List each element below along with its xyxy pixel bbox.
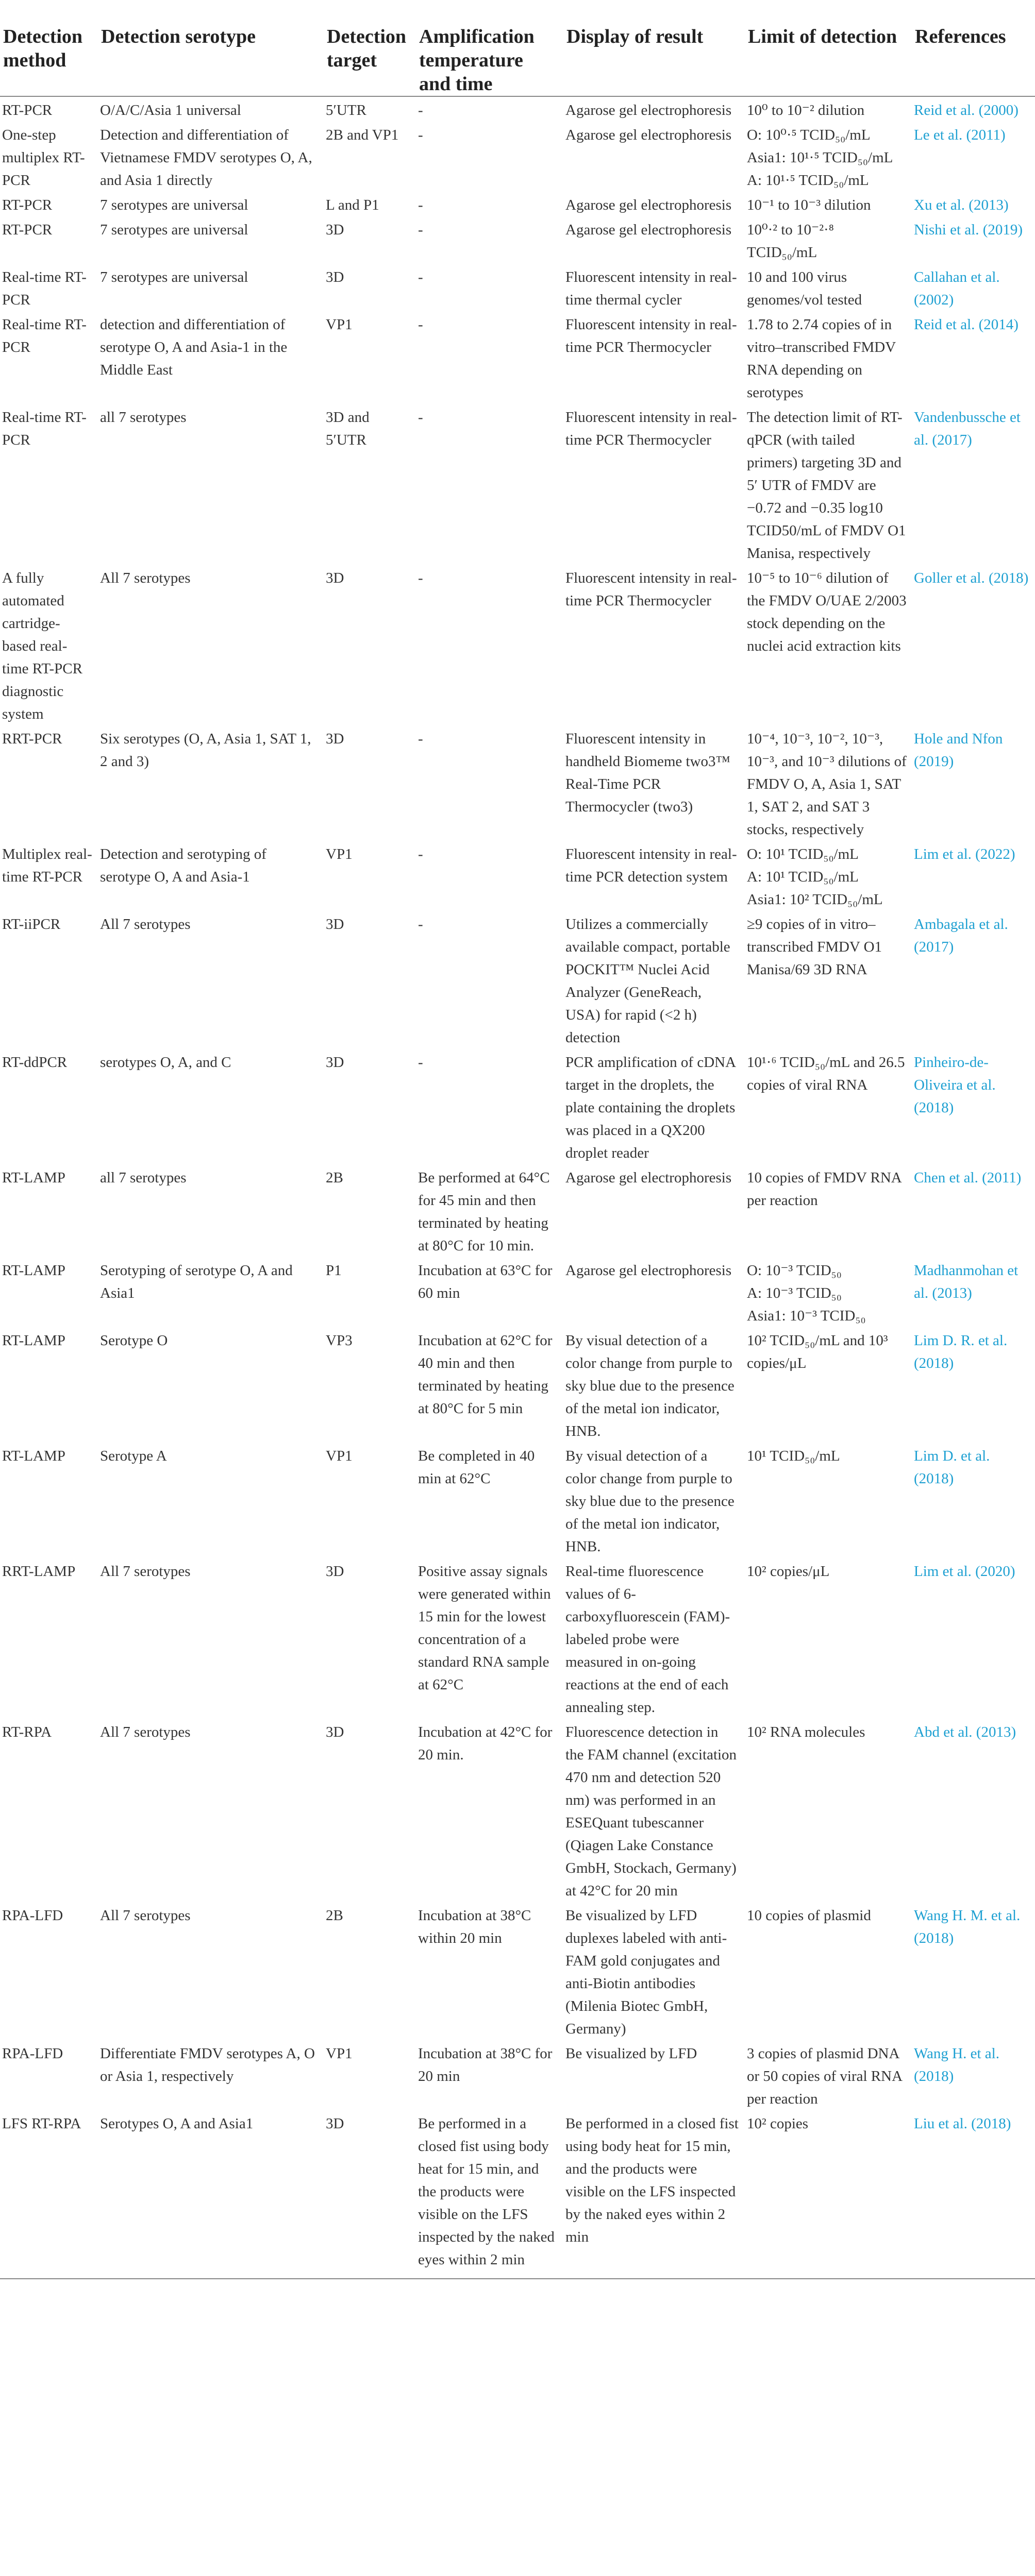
cell-limit-of-detection: 10 and 100 virus genomes/vol tested bbox=[747, 269, 862, 308]
cell-limit-of-detection: O: 10⁰·⁵ TCID₅₀/mL Asia1: 10¹·⁵ TCID₅₀/mL A: 10¹·⁵ TCID₅₀/mL bbox=[747, 127, 893, 189]
cell-reference-link[interactable]: Reid et al. (2014) bbox=[914, 316, 1019, 333]
cell-display-of-result: Fluorescence detection in the FAM channel (excitation 470 nm and detection 520 nm) was performed in an ESEQuant tubescanner (Qiagen Lake Constance GmbH, Stockach, Germany) at 42°C for 20 min bbox=[565, 1724, 737, 1899]
header-limit-of-detection: Limit of detection bbox=[745, 0, 912, 96]
cell-limit-of-detection: O: 10¹ TCID₅₀/mL A: 10¹ TCID₅₀/mL Asia1: 10² TCID₅₀/mL bbox=[747, 846, 883, 908]
cell-detection-target: VP1 bbox=[326, 316, 353, 333]
cell-detection-method: RT-RPA bbox=[2, 1724, 52, 1740]
cell-display-of-result: Fluorescent intensity in real-time thermal cycler bbox=[565, 269, 737, 308]
cell-reference-link[interactable]: Reid et al. (2000) bbox=[914, 102, 1019, 118]
cell-amplification: Be performed in a closed fist using body heat for 15 min, and the products were visible on the LFS inspected by the naked eyes within 2 min bbox=[416, 2110, 563, 2279]
cell-detection-method: RT-LAMP bbox=[2, 1262, 65, 1279]
cell-detection-target: 3D bbox=[326, 269, 344, 285]
cell-detection-method: RT-ddPCR bbox=[2, 1054, 68, 1071]
cell-limit-of-detection: O: 10⁻³ TCID₅₀ A: 10⁻³ TCID₅₀ Asia1: 10⁻³ TCID₅₀ bbox=[747, 1262, 866, 1324]
cell-reference-link[interactable]: Callahan et al. (2002) bbox=[914, 269, 1000, 308]
cell-detection-method: RT-PCR bbox=[2, 197, 53, 213]
cell-detection-target: VP3 bbox=[326, 1332, 353, 1349]
cell-detection-method: RT-PCR bbox=[2, 102, 53, 118]
cell-detection-serotype: Differentiate FMDV serotypes A, O or Asia 1, respectively bbox=[100, 2045, 315, 2084]
cell-detection-method: RT-PCR bbox=[2, 222, 53, 238]
cell-detection-method: Real-time RT-PCR bbox=[2, 409, 87, 448]
table-row bbox=[0, 1164, 1035, 1257]
cell-limit-of-detection: 10² copies bbox=[745, 2110, 912, 2279]
cell-detection-serotype: all 7 serotypes bbox=[100, 409, 187, 426]
cell-amplification: - bbox=[418, 916, 423, 933]
cell-display-of-result: Agarose gel electrophoresis bbox=[565, 102, 732, 118]
cell-limit-of-detection: 3 copies of plasmid DNA or 50 copies of viral RNA per reaction bbox=[747, 2045, 902, 2107]
cell-amplification: - bbox=[418, 269, 423, 285]
table-row bbox=[0, 122, 1035, 192]
cell-detection-target: 3D bbox=[326, 222, 344, 238]
cell-detection-target: 2B bbox=[326, 1907, 343, 1924]
table-row bbox=[0, 1902, 1035, 2040]
cell-detection-serotype: All 7 serotypes bbox=[100, 570, 191, 586]
cell-reference-link[interactable]: Xu et al. (2013) bbox=[914, 197, 1009, 213]
cell-limit-of-detection: 10⁻⁴, 10⁻³, 10⁻², 10⁻³, 10⁻³, and 10⁻³ dilutions of FMDV O, A, Asia 1, SAT 1, SAT 2, and SAT 3 stocks, respectively bbox=[747, 731, 907, 838]
cell-display-of-result: Be performed in a closed fist using body heat for 15 min, and the products were visible on the LFS inspected by the naked eyes within 2 min bbox=[563, 2110, 745, 2279]
cell-detection-method: RPA-LFD bbox=[2, 2045, 63, 2062]
cell-amplification: - bbox=[418, 127, 423, 143]
cell-detection-serotype: detection and differentiation of serotype O, A and Asia-1 in the Middle East bbox=[100, 316, 288, 378]
cell-detection-target: 3D bbox=[326, 1563, 344, 1580]
cell-limit-of-detection: 10² RNA molecules bbox=[747, 1724, 865, 1740]
cell-detection-method: RRT-PCR bbox=[2, 731, 62, 747]
cell-display-of-result: Agarose gel electrophoresis bbox=[565, 127, 732, 143]
cell-display-of-result: Real-time fluorescence values of 6-carboxyfluorescein (FAM)-labeled probe were measured in on-going reactions at the end of each annealing step. bbox=[565, 1563, 730, 1716]
cell-detection-method: Real-time RT-PCR bbox=[2, 269, 87, 308]
cell-display-of-result: By visual detection of a color change from purple to sky blue due to the presence of the metal ion indicator, HNB. bbox=[565, 1332, 734, 1439]
cell-limit-of-detection: The detection limit of RT-qPCR (with tailed primers) targeting 3D and 5′ UTR of FMDV are −0.72 and −0.35 log10 TCID50/mL of FMDV O1 Manisa, respectively bbox=[747, 409, 906, 562]
cell-detection-target: 3D bbox=[326, 1724, 344, 1740]
cell-reference-link[interactable]: Vandenbussche et al. (2017) bbox=[914, 409, 1021, 448]
table-row bbox=[0, 1049, 1035, 1164]
cell-amplification: - bbox=[418, 409, 423, 426]
cell-amplification: Be performed at 64°C for 45 min and then terminated by heating at 80°C for 10 min. bbox=[418, 1170, 550, 1254]
cell-amplification: - bbox=[418, 102, 423, 118]
header-detection-serotype: Detection serotype bbox=[98, 0, 324, 96]
cell-reference-link[interactable]: Nishi et al. (2019) bbox=[914, 222, 1023, 238]
cell-limit-of-detection: 10 copies of FMDV RNA per reaction bbox=[747, 1170, 902, 1209]
cell-detection-serotype: 7 serotypes are universal bbox=[100, 197, 248, 213]
cell-detection-method: LFS RT-RPA bbox=[0, 2110, 98, 2279]
cell-detection-serotype: Serotype O bbox=[100, 1332, 168, 1349]
cell-detection-serotype: Six serotypes (O, A, Asia 1, SAT 1, 2 and 3) bbox=[100, 731, 311, 770]
table-row bbox=[0, 1443, 1035, 1558]
cell-detection-target: 3D and 5′UTR bbox=[326, 409, 370, 448]
cell-detection-serotype: Serotyping of serotype O, A and Asia1 bbox=[100, 1262, 293, 1301]
cell-display-of-result: Agarose gel electrophoresis bbox=[565, 197, 732, 213]
cell-reference-link[interactable]: Lim D. R. et al. (2018) bbox=[914, 1332, 1008, 1371]
cell-detection-serotype: 7 serotypes are universal bbox=[100, 269, 248, 285]
table-row bbox=[0, 96, 1035, 122]
cell-amplification: Incubation at 62°C for 40 min and then terminated by heating at 80°C for 5 min bbox=[418, 1332, 553, 1417]
cell-reference-link[interactable]: Abd et al. (2013) bbox=[914, 1724, 1016, 1740]
cell-detection-target: P1 bbox=[326, 1262, 342, 1279]
cell-detection-target: VP1 bbox=[326, 846, 353, 862]
cell-display-of-result: Be visualized by LFD bbox=[565, 2045, 697, 2062]
cell-reference-link[interactable]: Chen et al. (2011) bbox=[914, 1170, 1022, 1186]
cell-reference-link[interactable]: Ambagala et al. (2017) bbox=[914, 916, 1008, 955]
cell-detection-serotype: 7 serotypes are universal bbox=[100, 222, 248, 238]
table-row bbox=[0, 264, 1035, 311]
table-row bbox=[0, 565, 1035, 725]
cell-reference-link[interactable]: Lim et al. (2022) bbox=[914, 846, 1015, 862]
cell-detection-serotype: Detection and differentiation of Vietnamese FMDV serotypes O, A, and Asia 1 directly bbox=[100, 127, 312, 189]
cell-detection-method: RRT-LAMP bbox=[2, 1563, 76, 1580]
cell-amplification: Incubation at 42°C for 20 min. bbox=[418, 1724, 553, 1763]
cell-detection-serotype: Serotypes O, A and Asia1 bbox=[98, 2110, 324, 2279]
cell-detection-method: RT-LAMP bbox=[2, 1170, 65, 1186]
cell-display-of-result: Fluorescent intensity in real-time PCR Thermocycler bbox=[565, 570, 737, 609]
cell-detection-target: L and P1 bbox=[326, 197, 379, 213]
cell-amplification: Positive assay signals were generated within 15 min for the lowest concentration of a standard RNA sample at 62°C bbox=[418, 1563, 551, 1693]
cell-detection-method: RPA-LFD bbox=[2, 1907, 63, 1924]
table-row bbox=[0, 2110, 1035, 2279]
cell-limit-of-detection: ≥9 copies of in vitro–transcribed FMDV O1 Manisa/69 3D RNA bbox=[747, 916, 882, 978]
cell-reference-link[interactable]: Madhanmohan et al. (2013) bbox=[914, 1262, 1019, 1301]
table-row bbox=[0, 1327, 1035, 1443]
cell-display-of-result: By visual detection of a color change from purple to sky blue due to the presence of the metal ion indicator, HNB. bbox=[565, 1448, 734, 1555]
cell-detection-serotype: O/A/C/Asia 1 universal bbox=[100, 102, 241, 118]
cell-detection-target: VP1 bbox=[326, 1448, 353, 1464]
table-header-row bbox=[0, 0, 1035, 96]
cell-amplification: Incubation at 38°C within 20 min bbox=[418, 1907, 531, 1946]
cell-amplification: Be completed in 40 min at 62°C bbox=[418, 1448, 535, 1487]
table-row bbox=[0, 2040, 1035, 2110]
cell-amplification: - bbox=[418, 731, 423, 747]
cell-display-of-result: PCR amplification of cDNA target in the droplets, the plate containing the droplets was placed in a QX200 droplet reader bbox=[565, 1054, 736, 1161]
table-row bbox=[0, 911, 1035, 1049]
cell-detection-method: A fully automated cartridge-based real-time RT-PCR diagnostic system bbox=[2, 570, 82, 722]
table-row bbox=[0, 1719, 1035, 1902]
table-row bbox=[0, 725, 1035, 841]
cell-detection-target: 2B and VP1 bbox=[326, 127, 399, 143]
cell-amplification: - bbox=[418, 316, 423, 333]
table-body bbox=[0, 96, 1035, 2279]
header-references: References bbox=[912, 0, 1035, 96]
cell-amplification: - bbox=[418, 197, 423, 213]
cell-detection-target: 3D bbox=[324, 2110, 416, 2279]
cell-limit-of-detection: 10⁻⁵ to 10⁻⁶ dilution of the FMDV O/UAE 2/2003 stock depending on the nuclei acid extraction kits bbox=[747, 570, 907, 654]
cell-limit-of-detection: 10⁰ to 10⁻² dilution bbox=[747, 102, 865, 118]
table-row bbox=[0, 216, 1035, 264]
cell-reference-link[interactable]: Liu et al. (2018) bbox=[912, 2110, 1035, 2279]
cell-reference-link[interactable]: Pinheiro-de-Oliveira et al. (2018) bbox=[914, 1054, 996, 1116]
cell-reference-link[interactable]: Wang H. M. et al. (2018) bbox=[914, 1907, 1021, 1946]
cell-limit-of-detection: 10 copies of plasmid bbox=[747, 1907, 871, 1924]
cell-amplification: - bbox=[418, 1054, 423, 1071]
header-display-of-result: Display of result bbox=[563, 0, 745, 96]
cell-display-of-result: Be visualized by LFD duplexes labeled with anti-FAM gold conjugates and anti-Biotin antibodies (Milenia Biotec GmbH, Germany) bbox=[565, 1907, 727, 2037]
cell-detection-target: VP1 bbox=[326, 2045, 353, 2062]
cell-detection-method: RT-LAMP bbox=[2, 1332, 65, 1349]
table-row bbox=[0, 1558, 1035, 1719]
cell-detection-target: 3D bbox=[326, 1054, 344, 1071]
table-row bbox=[0, 311, 1035, 404]
cell-display-of-result: Agarose gel electrophoresis bbox=[565, 1262, 732, 1279]
cell-detection-serotype: All 7 serotypes bbox=[100, 1563, 191, 1580]
cell-detection-target: 3D bbox=[326, 731, 344, 747]
cell-amplification: - bbox=[418, 222, 423, 238]
cell-reference-link[interactable]: Lim D. et al. (2018) bbox=[914, 1448, 990, 1487]
cell-amplification: - bbox=[418, 846, 423, 862]
cell-detection-serotype: all 7 serotypes bbox=[100, 1170, 187, 1186]
table-row bbox=[0, 841, 1035, 911]
cell-amplification: Incubation at 38°C for 20 min bbox=[418, 2045, 553, 2084]
cell-limit-of-detection: 10⁰·² to 10⁻²·⁸ TCID₅₀/mL bbox=[747, 222, 834, 261]
cell-limit-of-detection: 10¹ TCID₅₀/mL bbox=[747, 1448, 840, 1464]
cell-reference-link[interactable]: Le et al. (2011) bbox=[914, 127, 1006, 143]
cell-limit-of-detection: 1.78 to 2.74 copies of in vitro–transcribed FMDV RNA depending on serotypes bbox=[747, 316, 896, 401]
cell-limit-of-detection: 10² copies/μL bbox=[747, 1563, 830, 1580]
cell-reference-link[interactable]: Hole and Nfon (2019) bbox=[914, 731, 1003, 770]
cell-limit-of-detection: 10⁻¹ to 10⁻³ dilution bbox=[747, 197, 871, 213]
cell-detection-target: 3D bbox=[326, 570, 344, 586]
header-detection-target: Detection target bbox=[324, 0, 416, 96]
cell-detection-method: Multiplex real-time RT-PCR bbox=[2, 846, 92, 885]
cell-display-of-result: Fluorescent intensity in real-time PCR Thermocycler bbox=[565, 409, 737, 448]
header-amplification: Amplification temperature and time bbox=[416, 0, 563, 96]
cell-amplification: Incubation at 63°C for 60 min bbox=[418, 1262, 553, 1301]
cell-detection-serotype: All 7 serotypes bbox=[100, 1907, 191, 1924]
cell-display-of-result: Utilizes a commercially available compact, portable POCKIT™ Nuclei Acid Analyzer (GeneReach, USA) for rapid (<2 h) detection bbox=[565, 916, 730, 1046]
cell-limit-of-detection: 10¹·⁶ TCID₅₀/mL and 26.5 copies of viral RNA bbox=[747, 1054, 905, 1093]
cell-reference-link[interactable]: Wang H. et al. (2018) bbox=[914, 2045, 999, 2084]
table-row bbox=[0, 192, 1035, 216]
cell-amplification: - bbox=[418, 570, 423, 586]
cell-limit-of-detection: 10² TCID₅₀/mL and 10³ copies/μL bbox=[747, 1332, 888, 1371]
cell-detection-serotype: All 7 serotypes bbox=[100, 1724, 191, 1740]
header-detection-method: Detection method bbox=[0, 0, 98, 96]
cell-detection-serotype: serotypes O, A, and C bbox=[100, 1054, 231, 1071]
cell-detection-method: RT-LAMP bbox=[2, 1448, 65, 1464]
cell-detection-target: 3D bbox=[326, 916, 344, 933]
cell-display-of-result: Fluorescent intensity in real-time PCR Thermocycler bbox=[565, 316, 737, 355]
cell-display-of-result: Agarose gel electrophoresis bbox=[565, 222, 732, 238]
cell-detection-serotype: All 7 serotypes bbox=[100, 916, 191, 933]
cell-detection-method: One-step multiplex RT-PCR bbox=[2, 127, 85, 189]
table-row bbox=[0, 404, 1035, 565]
cell-detection-method: Real-time RT-PCR bbox=[2, 316, 87, 355]
table-row bbox=[0, 1257, 1035, 1327]
cell-detection-serotype: Serotype A bbox=[100, 1448, 167, 1464]
cell-detection-target: 5′UTR bbox=[326, 102, 366, 118]
cell-detection-method: RT-iiPCR bbox=[2, 916, 61, 933]
cell-display-of-result: Agarose gel electrophoresis bbox=[565, 1170, 732, 1186]
cell-display-of-result: Fluorescent intensity in real-time PCR detection system bbox=[565, 846, 737, 885]
cell-detection-serotype: Detection and serotyping of serotype O, A and Asia-1 bbox=[100, 846, 266, 885]
cell-reference-link[interactable]: Lim et al. (2020) bbox=[914, 1563, 1015, 1580]
cell-detection-target: 2B bbox=[326, 1170, 343, 1186]
cell-reference-link[interactable]: Goller et al. (2018) bbox=[914, 570, 1029, 586]
cell-display-of-result: Fluorescent intensity in handheld Biomeme two3™ Real-Time PCR Thermocycler (two3) bbox=[565, 731, 730, 815]
